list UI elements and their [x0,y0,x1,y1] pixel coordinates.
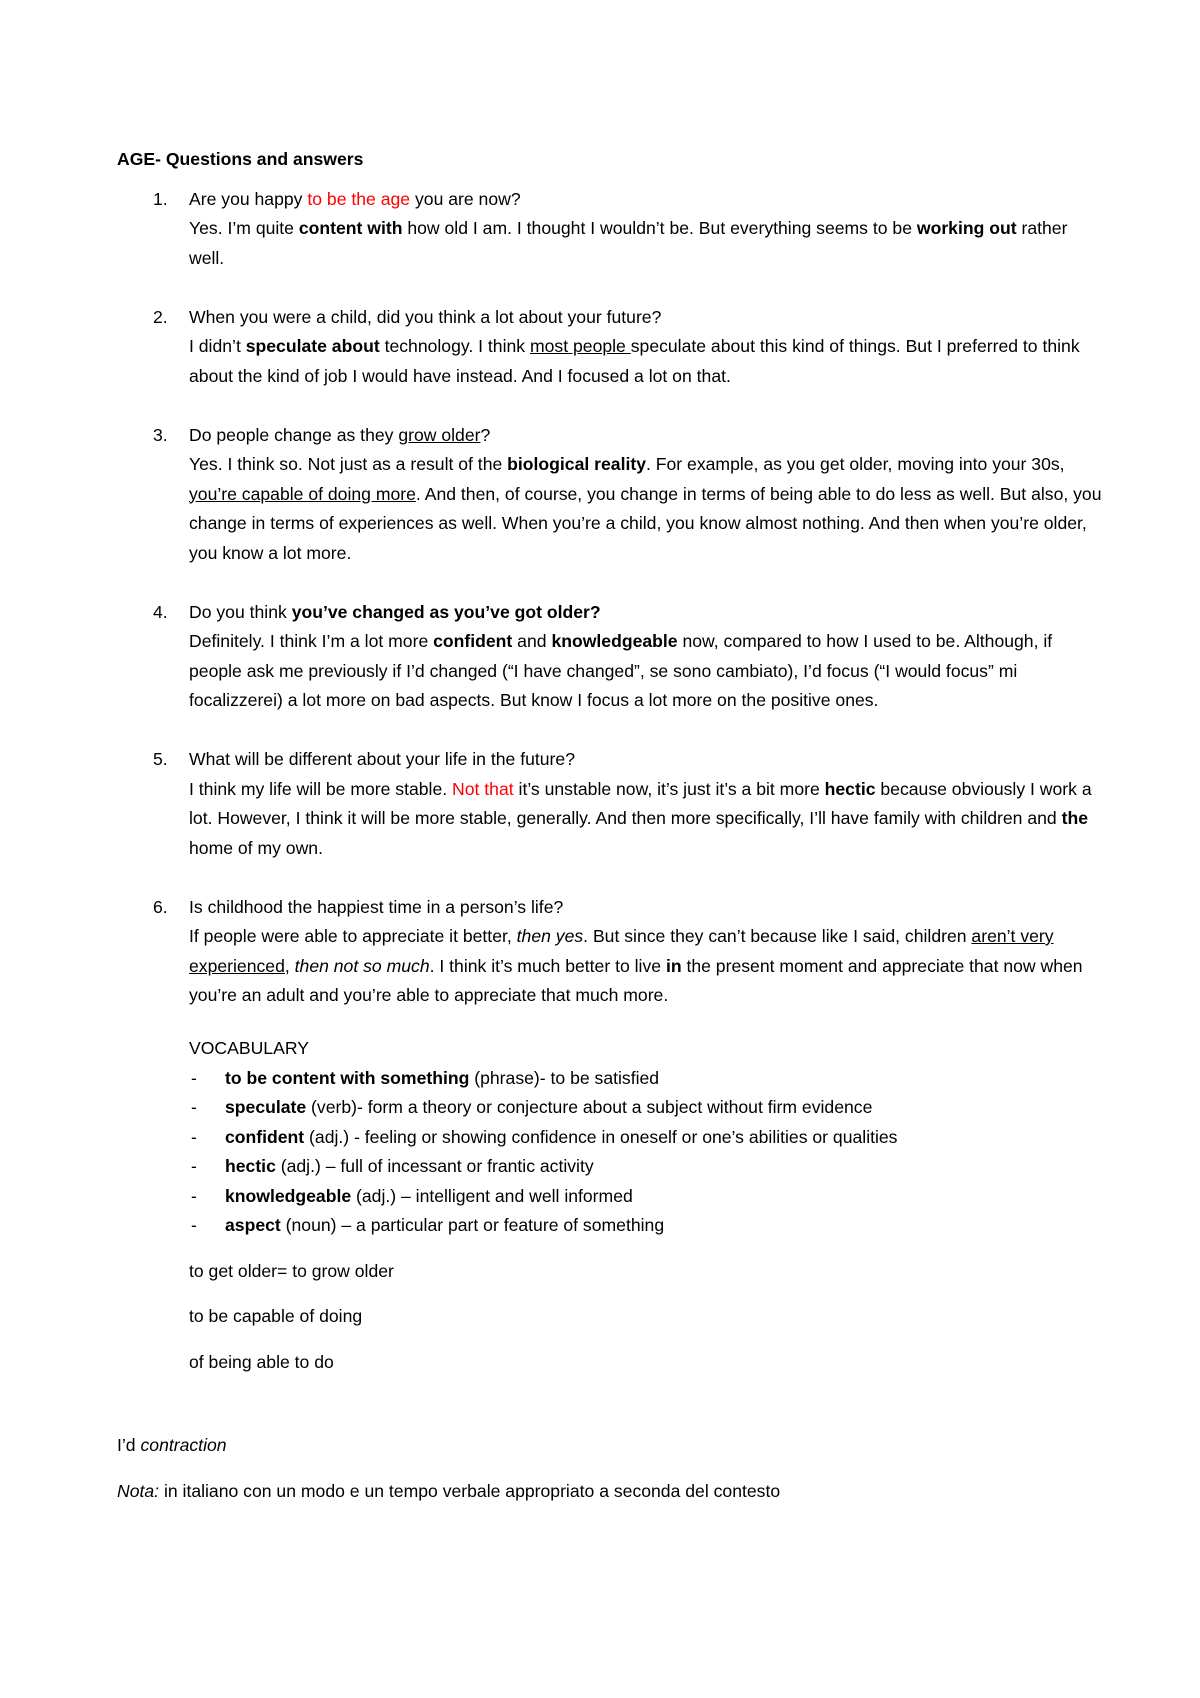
question-number: 1. [153,188,168,209]
text-run: I’d [117,1435,141,1455]
text-run: it’s unstable now, it’s just it’s a bit more [513,778,825,799]
question-number: 5. [153,749,168,769]
italic-phrase: contraction [140,1435,227,1455]
nota-text: in italiano con un modo e un tempo verbale appropriato a seconda del contesto [159,1480,781,1501]
vocabulary-item [117,1211,1107,1241]
question-text: When you were a child, did you think a lot about your future? [189,306,662,327]
text-run: . And then, of course, you change in terms of being able to do less as well. But also, you change in terms of experiences as well. When you’re a child, you know almost nothing. And then when you’re older, you know a lot more. [189,483,1102,563]
vocabulary-item [117,1064,1107,1094]
vocabulary-term: to be content with something [225,1067,470,1088]
dash-bullet: - [191,1215,197,1235]
text-run: home of my own. [189,837,323,858]
vocabulary-definition: (verb)- form a theory or conjecture about a subject without firm evidence [306,1097,873,1117]
text-run: Definitely. I think I’m a lot more [189,631,434,651]
vocabulary-term: knowledgeable [225,1185,352,1206]
vocabulary-definition: (adj.) - feeling or showing confidence in oneself or one’s abilities or qualities [304,1126,898,1147]
underlined-phrase: you’re capable of doing more [189,483,416,504]
spacer [117,1241,1107,1257]
text-run: rather well. [189,218,1068,268]
spacer [117,1377,1107,1431]
text-run: because obviously I work a lot. However, I think it will be more stable, generally. And then more specifically, I’ll have family with children and [189,778,1092,828]
bold-phrase: content with [298,218,403,238]
question-item-1 [117,185,1107,274]
text-run: ? [480,424,491,445]
bold-phrase: confident [433,631,513,651]
highlight-red: to be the age [307,188,411,209]
highlight-red: Not that [452,778,514,799]
bold-phrase: you’ve changed as you’ve got older? [291,601,601,622]
question-text [189,598,1107,628]
question-list [117,185,1107,1011]
nota-label: Nota: [117,1480,160,1501]
text-run: the present moment and appreciate that now when you’re an adult and you’re able to appreciate that much more. [189,955,1083,1005]
vocabulary-item [117,1123,1107,1153]
nota-line [117,1477,1107,1507]
bold-phrase: hectic [824,778,876,799]
question-item-6 [117,893,1107,1011]
question-text [189,185,1107,215]
note-line: to be capable of doing [189,1306,363,1326]
vocabulary-definition: (noun) – a particular part or feature of something [280,1215,665,1235]
text-run: Yes. I think so. Not just as a result of the [189,454,508,474]
text-run: and [512,631,552,651]
question-number: 3. [153,424,168,445]
answer-text [189,332,1107,391]
text-run: . But since they can’t because like I said, children [583,926,972,946]
question-number: 2. [153,306,168,327]
dash-bullet: - [191,1126,197,1147]
text-run: Do people change as they [189,424,399,445]
spacer [117,1286,1107,1302]
vocabulary-term: confident [225,1126,305,1147]
text-run: now, compared to how I used to be. Although, if people ask me previously if I’d changed (“I have changed”, se sono cambiato), I’d focus (“I would focus” mi focalizzerei) a lot more on bad aspects. But know I focus a lot more on the positive ones. [189,631,1053,710]
vocabulary-term: hectic [225,1156,276,1176]
vocabulary-definition: (adj.) – intelligent and well informed [351,1185,633,1206]
underlined-phrase: most people [529,336,631,356]
answer-text [189,450,1107,568]
vocabulary-definition: (adj.) – full of incessant or frantic activity [275,1156,594,1176]
underlined-phrase: aren’t very experienced, [189,926,1054,976]
text-run: how old I am. I thought I wouldn’t be. But everything seems to be [402,218,917,238]
vocabulary-term: aspect [225,1215,281,1235]
italic-phrase: then yes [516,926,584,946]
note-line: of being able to do [189,1351,334,1372]
text-run: technology. I think [379,336,530,356]
text-run: If people were able to appreciate it better, [189,926,517,946]
bold-phrase: biological reality [507,454,646,474]
vocabulary-term: speculate [225,1097,307,1117]
note-line: to get older= to grow older [189,1260,394,1281]
vocabulary-list [189,1064,1107,1241]
question-text: Is childhood the happiest time in a person’s life? [189,896,564,917]
dash-bullet: - [191,1097,197,1117]
vocabulary-item [117,1152,1107,1182]
text-run: I didn’t [189,336,246,356]
question-text [189,421,1107,451]
dash-bullet: - [191,1185,197,1206]
question-number: 4. [153,601,168,622]
bold-phrase: the [1061,808,1088,828]
vocabulary-item [117,1093,1107,1123]
bold-phrase: speculate about [245,336,380,356]
text-run: I think my life will be more stable. [189,778,453,799]
question-item-4 [117,598,1107,716]
question-text: What will be different about your life in the future? [189,749,575,769]
question-item-3 [117,421,1107,569]
question-item-2 [117,303,1107,392]
vocabulary-definition: (phrase)- to be satisfied [469,1067,660,1088]
vocabulary-item [117,1182,1107,1212]
answer-text [189,775,1107,864]
spacer [117,1461,1107,1477]
dash-bullet: - [191,1156,197,1176]
question-item-5 [117,745,1107,863]
question-number: 6. [153,896,168,917]
text-run: you are now? [410,188,521,209]
document-body [117,145,1107,1506]
text-run: speculate about this kind of things. But I preferred to think about the kind of job I would have instead. And I focused a lot on that. [189,336,1080,386]
document-title: AGE- Questions and answers [117,149,364,169]
underlined-phrase: grow older [398,424,481,445]
bold-phrase: working out [916,218,1017,238]
spacer [117,1332,1107,1348]
vocabulary-section [189,1034,1107,1241]
vocabulary-title: VOCABULARY [189,1038,309,1058]
answer-text [189,214,1107,273]
bold-phrase: in [665,955,682,976]
text-run: . I think it’s much better to live [429,955,666,976]
answer-text [189,922,1107,1011]
text-run: Yes. I’m quite [189,218,299,238]
italic-phrase: then not so much [294,955,430,976]
answer-text [189,627,1107,716]
text-run: . For example, as you get older, moving into your 30s, [646,454,1065,474]
text-run: Do you think [189,601,292,622]
contraction-note [117,1431,1107,1461]
text-run: Are you happy [189,188,308,209]
bold-phrase: knowledgeable [551,631,678,651]
dash-bullet: - [191,1067,197,1088]
